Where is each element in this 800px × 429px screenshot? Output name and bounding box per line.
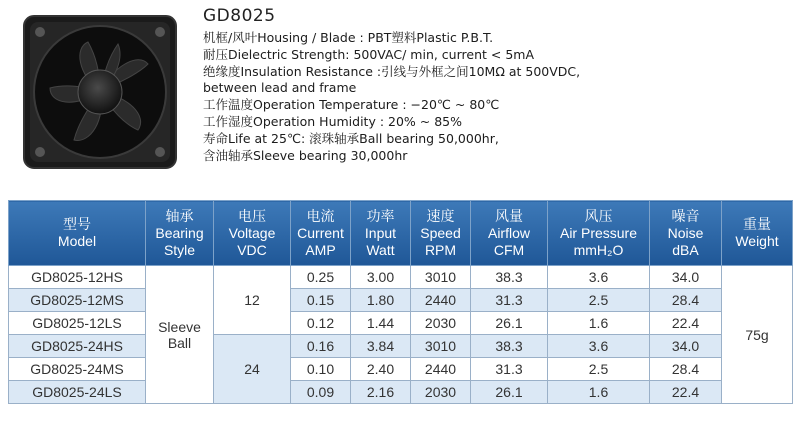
header-air-pressure: 风压 Air Pressure mmH₂O [548,201,650,266]
cell-current: 0.15 [291,289,351,312]
cell-noise: 34.0 [650,335,722,358]
cell-watt: 1.44 [351,312,411,335]
spec-housing: 机框/风叶Housing / Blade : PBT塑料Plastic P.B.T. [203,30,494,45]
cell-rpm: 2440 [411,358,471,381]
table-row [9,335,793,358]
product-model-title: GD8025 [203,6,276,26]
cell-noise: 22.4 [650,381,722,404]
cell-current: 0.09 [291,381,351,404]
cell-watt: 1.80 [351,289,411,312]
table-header-row [9,201,793,266]
cell-weight: 75g [722,266,793,404]
table-row [9,312,793,335]
header-bearing: 轴承 Bearing Style [146,201,214,266]
specifications-list [203,30,793,164]
cell-current: 0.12 [291,312,351,335]
header-current: 电流 Current AMP [291,201,351,266]
header-airflow: 风量 Airflow CFM [471,201,548,266]
cell-bearing-style: Sleeve Ball [146,266,214,404]
cell-noise: 22.4 [650,312,722,335]
spec-insulation: 绝缘度Insulation Resistance :引线与外框之间10MΩ at 500VDC, [203,63,581,79]
cell-rpm: 3010 [411,335,471,358]
cell-noise: 34.0 [650,266,722,289]
fan-image [20,12,180,172]
cell-rpm: 3010 [411,266,471,289]
cell-model: GD8025-12MS [9,289,146,312]
spec-life-ball: 寿命Life at 25℃: 滚珠轴承Ball bearing 50,000hr, [203,130,499,146]
cell-cfm: 31.3 [471,358,548,381]
cell-watt: 2.40 [351,358,411,381]
header-speed: 速度 Speed RPM [411,201,471,266]
table-row [9,381,793,404]
specification-table [8,200,793,404]
cell-pressure: 1.6 [548,312,650,335]
cell-model: GD8025-24HS [9,335,146,358]
cell-rpm: 2030 [411,381,471,404]
cell-pressure: 3.6 [548,335,650,358]
cell-pressure: 3.6 [548,266,650,289]
table-row [9,266,793,289]
cell-watt: 2.16 [351,381,411,404]
cell-rpm: 2440 [411,289,471,312]
cell-current: 0.16 [291,335,351,358]
cell-current: 0.10 [291,358,351,381]
cell-cfm: 38.3 [471,266,548,289]
cell-noise: 28.4 [650,358,722,381]
cell-current: 0.25 [291,266,351,289]
cell-pressure: 1.6 [548,381,650,404]
cell-model: GD8025-24LS [9,381,146,404]
header-input: 功率 Input Watt [351,201,411,266]
table-row [9,358,793,381]
cell-voltage-24: 24 [214,335,291,404]
cell-model: GD8025-12HS [9,266,146,289]
header-weight: 重量 Weight [722,201,793,266]
cell-cfm: 26.1 [471,312,548,335]
cell-rpm: 2030 [411,312,471,335]
spec-temperature: 工作温度Operation Temperature : −20℃ ~ 80℃ [203,97,500,113]
cell-model: GD8025-12LS [9,312,146,335]
header-voltage: 电压 Voltage VDC [214,201,291,266]
cell-pressure: 2.5 [548,358,650,381]
spec-humidity: 工作湿度Operation Humidity : 20% ~ 85% [203,113,463,129]
cell-noise: 28.4 [650,289,722,312]
cell-watt: 3.84 [351,335,411,358]
spec-dielectric: 耐压Dielectric Strength: 500VAC/ min, current < 5mA [203,46,535,62]
cell-cfm: 31.3 [471,289,548,312]
header-noise: 噪音 Noise dBA [650,201,722,266]
spec-insulation-cont: between lead and frame [203,80,357,96]
cell-pressure: 2.5 [548,289,650,312]
header-model: 型号 Model [9,201,146,266]
spec-life-sleeve: 含油轴承Sleeve bearing 30,000hr [203,147,408,163]
cell-watt: 3.00 [351,266,411,289]
cell-model: GD8025-24MS [9,358,146,381]
cell-cfm: 38.3 [471,335,548,358]
cell-voltage-12: 12 [214,266,291,335]
table-row [9,289,793,312]
cell-cfm: 26.1 [471,381,548,404]
